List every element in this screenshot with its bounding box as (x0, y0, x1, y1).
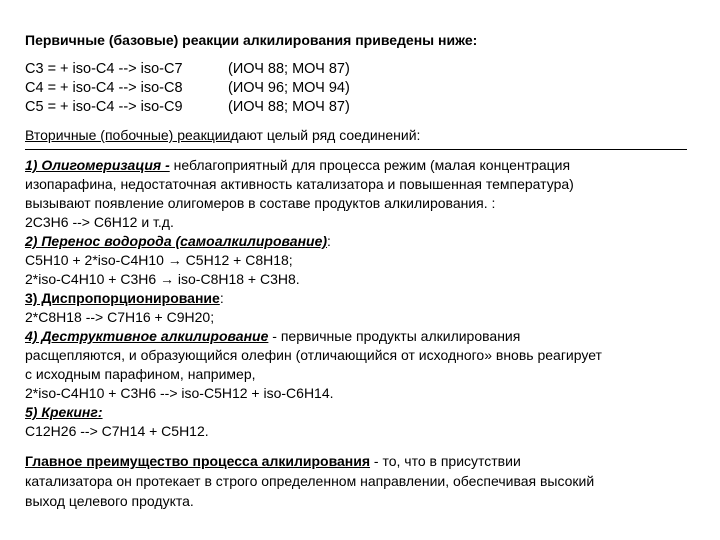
arrow-icon: → (167, 252, 182, 268)
section-2-line-1 (25, 251, 705, 270)
section-1-heading: 1) Олигомеризация - (25, 157, 170, 173)
section-1-line-3: вызывают появление олигомеров в составе продуктов алкилирования. : (25, 195, 496, 211)
section-4-line-4: 2*iso-C4H10 + C3H6 --> iso-C5H12 + iso-C6H14. (25, 385, 334, 401)
conclusion-line-1 (25, 451, 705, 471)
section-3-heading-line (25, 289, 705, 308)
reaction-row (25, 98, 705, 117)
secondary-intro-rest: дают целый ряд соединений: (230, 127, 421, 143)
section-3-colon: : (219, 290, 224, 306)
section-4-line-1 (25, 327, 705, 346)
conclusion-text: - то, что в присутствии (370, 453, 521, 469)
section-4-line-2: расщепляются, и образующийся олефин (отличающийся от исходного» вновь реагирует (25, 347, 602, 363)
reaction-row (25, 60, 705, 79)
arrow-icon: → (160, 271, 175, 287)
primary-reactions (25, 60, 705, 117)
section-4-line-3: с исходным парафином, например, (25, 366, 256, 382)
reaction-equation: C5 = + iso-C4 --> iso-C9 (25, 99, 183, 115)
section-4-heading: 4) Деструктивное алкилирование (25, 328, 269, 344)
section-5-heading: 5) Крекинг: (25, 404, 103, 420)
section-5-heading-line (25, 403, 705, 422)
section-1-text: неблагоприятный для процесса режим (малая концентрация (169, 157, 571, 173)
octane-note: (ИОЧ 88; МОЧ 87) (228, 61, 350, 77)
secondary-intro (25, 125, 705, 145)
reaction-reactants: C5H10 + 2*iso-C4H10 (25, 252, 164, 268)
separator-line (25, 149, 687, 150)
conclusion-line-3: выход целевого продукта. (25, 493, 194, 509)
conclusion-heading: Главное преимущество процесса алкилирования (25, 453, 371, 469)
section-1-line-1 (25, 156, 705, 175)
section-3-heading: 3) Диспропорционирование (25, 290, 220, 306)
section-2-line-2 (25, 270, 705, 289)
document-page (25, 30, 705, 511)
octane-note: (ИОЧ 96; МОЧ 94) (228, 80, 350, 96)
section-2-colon: : (327, 233, 331, 249)
reaction-products: iso-C8H18 + C3H8. (174, 271, 300, 287)
conclusion-line-2: катализатора он протекает в строго определенном направлении, обеспечивая высокий (25, 473, 595, 489)
reaction-equation: C4 = + iso-C4 --> iso-C8 (25, 80, 183, 96)
section-2-heading: 2) Перенос водорода (самоалкилирование) (25, 233, 328, 249)
section-5-line-1: C12H26 --> C7H14 + C5H12. (25, 423, 209, 439)
section-2-heading-line (25, 232, 705, 251)
page-title: Первичные (базовые) реакции алкилирования приведены ниже: (25, 32, 478, 48)
reaction-row (25, 79, 705, 98)
reaction-reactants: 2*iso-C4H10 + C3H6 (25, 271, 157, 287)
reaction-equation: C3 = + iso-C4 --> iso-C7 (25, 61, 183, 77)
reaction-products: C5H12 + C8H18; (181, 252, 293, 268)
section-1-line-4: 2C3H6 --> C6H12 и т.д. (25, 214, 174, 230)
section-3-line-1: 2*C8H18 --> C7H16 + C9H20; (25, 309, 215, 325)
octane-note: (ИОЧ 88; МОЧ 87) (228, 99, 350, 115)
conclusion (25, 451, 705, 511)
section-1-line-2: изопарафина, недостаточная активность катализатора и повышенная температура) (25, 176, 574, 192)
secondary-reactions (25, 156, 705, 441)
secondary-intro-underlined: Вторичные (побочные) реакции (25, 127, 231, 143)
section-4-text: - первичные продукты алкилирования (268, 328, 521, 344)
